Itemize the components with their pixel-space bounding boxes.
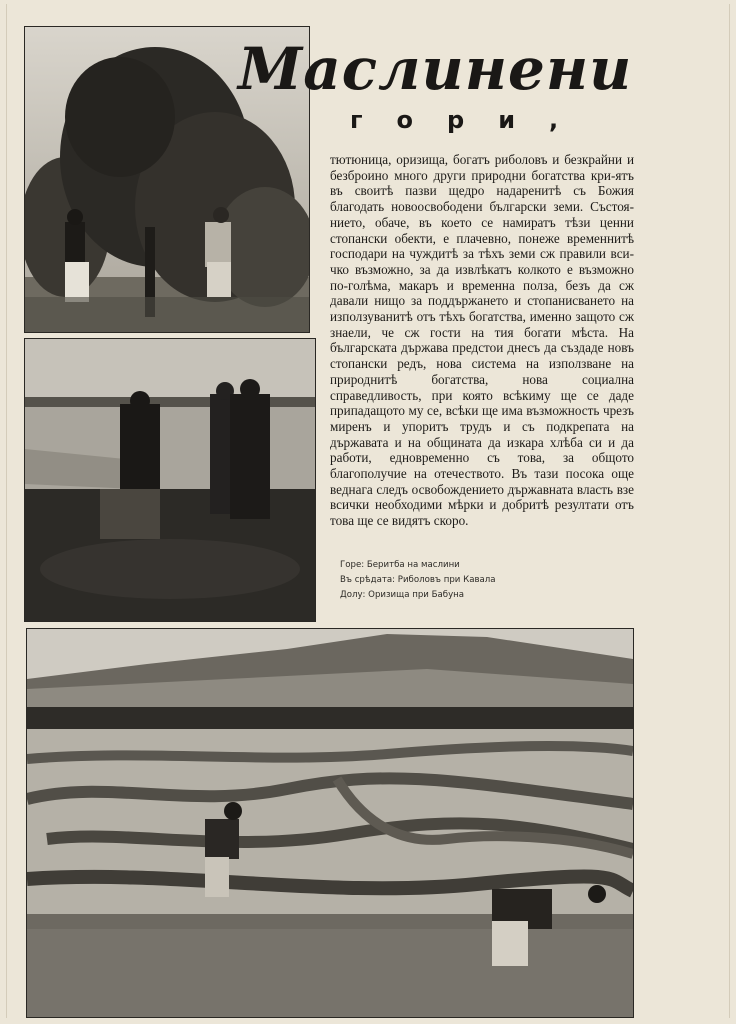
photo-captions <box>340 558 640 603</box>
fishing-photo <box>24 338 316 622</box>
caption-middle: Въ срѣдата: Риболовъ при Кавала <box>340 575 496 585</box>
title-line2: гори, <box>350 106 593 134</box>
caption-bottom: Долу: Оризища при Бабуна <box>340 590 465 600</box>
title-line1: Маслинени <box>238 35 633 103</box>
caption-top: Горе: Беритба на маслини <box>340 560 460 570</box>
article-body: тютюница, оризища, богатъ риболовъ и безкрайни и безброино много други природни богатства кри-ятъ въ своитѣ пазви щедро надаренитѣ съ Божия благодать новоосвободени български земи. Състоя-нието, обаче, въ което се намиратъ тѣзи ценни стопански обекти, е плачевно, понеже временнитѣ господари на чуждитѣ за тѣхъ земи сж правили вси-чко възможно, за да извлѣкатъ колкото е възможно по-голѣма, макаръ и временна полза, безъ да сж давали нищо за поддържането и стопанисването на използуванитѣ отъ тѣхъ богатства, именно защото сж знаели, че сж гости на тия богати мѣста. На българската държава предстои днесъ да създаде новъ стопански редъ, нова система на използване на природнитѣ богатства, нова социална справедливость, при която всѣкиму ще се даде припадащото му се, всѣки ще има възможность чрезъ миренъ и упоритъ трудъ и съ подкрепата на държавата и на общината да изкара хлѣба си и да работи, едновременно съ това, за общото благополучие на отечеството. Въ тази посока още веднага следъ освобождението държавната власть взе всички необходими мѣрки и добритѣ резултати отъ това ще се видятъ скоро. <box>330 152 634 529</box>
rice-fields-photo <box>26 628 634 1018</box>
